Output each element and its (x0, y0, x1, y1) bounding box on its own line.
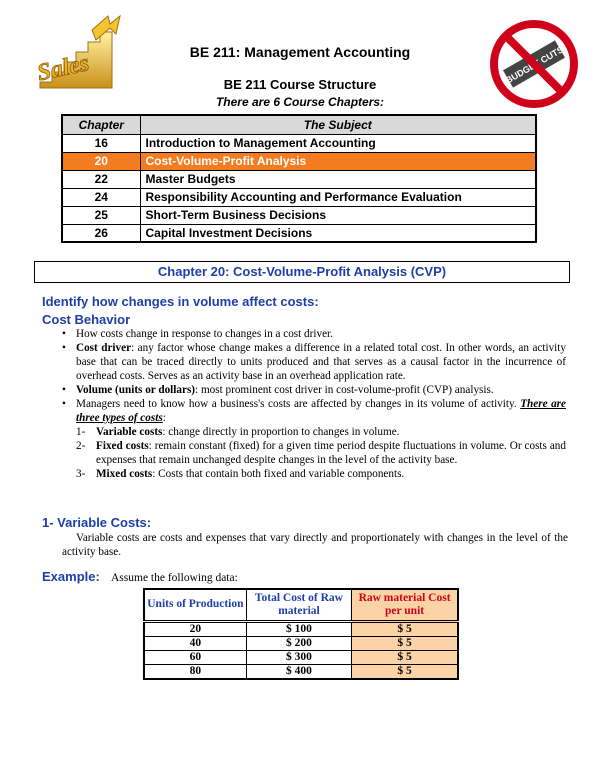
units-cell: 40 (144, 636, 246, 650)
table-row-highlighted (62, 152, 536, 170)
table-row (62, 224, 536, 242)
table-row (62, 206, 536, 224)
chapters-note: There are 6 Course Chapters: (215, 95, 385, 109)
item-number: 2- (76, 440, 86, 452)
table-row (144, 621, 458, 636)
page-title: BE 211: Management Accounting (189, 44, 411, 60)
section-heading: Identify how changes in volume affect costs: (42, 294, 319, 309)
example-data-table (143, 588, 459, 680)
chapters-table (61, 114, 537, 243)
cost-behavior-heading: Cost Behavior (42, 312, 131, 327)
chapter-subject: Introduction to Management Accounting (140, 134, 536, 152)
list-item (76, 327, 566, 341)
item-number: 3- (76, 468, 86, 480)
list-item (76, 467, 566, 481)
chapter-number: 20 (62, 152, 140, 170)
example-text: Assume the following data: (111, 572, 238, 584)
sales-logo-text: Sales (35, 50, 92, 87)
total-cost-cell: $ 300 (246, 650, 351, 664)
bullet-term: Cost driver (76, 342, 132, 354)
col-subject-header: The Subject (140, 115, 536, 134)
item-number: 1- (76, 426, 86, 438)
cost-type-text: : remain constant (fixed) for a given time period despite fluctuations in volume. Or costs and expenses that remain unchanged despite changes in the level of the activity base. (96, 440, 566, 466)
units-cell: 60 (144, 650, 246, 664)
chapter-subject: Responsibility Accounting and Performance Evaluation (140, 188, 536, 206)
list-item (76, 425, 566, 439)
cost-type-term: Fixed costs (96, 440, 149, 452)
col-total-cost-header: Total Cost of Raw material (246, 589, 351, 621)
bullet-emphasis: There are three types of costs (76, 398, 566, 424)
bullet-text: How costs change in response to changes in a cost driver. (76, 328, 333, 340)
course-structure-title: BE 211 Course Structure (223, 77, 377, 92)
bullet-text: : any factor whose change makes a difference in a related total cost. In other words, an activity base that can be traced directly to units produced and that serves as a causal factor in the incurrence of overhead costs. Serves as an activity base in an overhead application rate. (76, 342, 566, 382)
cost-per-unit-cell: $ 5 (352, 636, 458, 650)
list-item (76, 383, 566, 397)
cost-behavior-list (76, 327, 566, 481)
bullet-text: Managers need to know how a business's costs are affected by changes in its volume of activity. (76, 398, 521, 410)
chapter-heading: Chapter 20: Cost-Volume-Profit Analysis (CVP) (34, 261, 570, 283)
chapter-number: 22 (62, 170, 140, 188)
table-row (62, 134, 536, 152)
cost-per-unit-cell: $ 5 (352, 650, 458, 664)
table-row (144, 650, 458, 664)
example-label: Example: (42, 569, 100, 584)
table-row (144, 664, 458, 679)
data-table-header (144, 589, 458, 621)
col-chapter-header: Chapter (62, 115, 140, 134)
bullet-text: : most prominent cost driver in cost-volume-profit (CVP) analysis. (195, 384, 494, 396)
cost-type-text: : change directly in proportion to changes in volume. (162, 426, 400, 438)
variable-costs-heading: 1- Variable Costs: (42, 515, 152, 530)
cost-per-unit-cell: $ 5 (352, 664, 458, 679)
bullet-text: : (162, 412, 166, 424)
cost-type-term: Variable costs (96, 426, 163, 438)
chapter-subject: Short-Term Business Decisions (140, 206, 536, 224)
chapter-subject: Capital Investment Decisions (140, 224, 536, 242)
units-cell: 20 (144, 621, 246, 636)
col-cost-per-unit-header: Raw material Cost per unit (352, 589, 458, 621)
total-cost-cell: $ 100 (246, 621, 351, 636)
units-cell: 80 (144, 664, 246, 679)
chapter-number: 16 (62, 134, 140, 152)
variable-costs-paragraph: Variable costs are costs and expenses that vary directly and proportionately with changes in the level of the activity base. (62, 532, 568, 558)
budget-cuts-logo-text: BUDGET CUTS (503, 44, 566, 86)
cost-type-term: Mixed costs (96, 468, 153, 480)
list-item (76, 397, 566, 481)
chapter-subject: Master Budgets (140, 170, 536, 188)
list-item (76, 341, 566, 383)
total-cost-cell: $ 400 (246, 664, 351, 679)
cost-type-text: : Costs that contain both fixed and variable components. (152, 468, 405, 480)
table-row (144, 636, 458, 650)
table-row (62, 188, 536, 206)
chapters-table-header (62, 115, 536, 134)
table-row (62, 170, 536, 188)
chapter-number: 25 (62, 206, 140, 224)
chapter-number: 26 (62, 224, 140, 242)
bullet-term: Volume (units or dollars) (76, 384, 196, 396)
chapter-subject: Cost-Volume-Profit Analysis (140, 152, 536, 170)
cost-per-unit-cell: $ 5 (352, 621, 458, 636)
list-item (76, 439, 566, 467)
col-units-header: Units of Production (144, 589, 246, 621)
chapter-number: 24 (62, 188, 140, 206)
total-cost-cell: $ 200 (246, 636, 351, 650)
